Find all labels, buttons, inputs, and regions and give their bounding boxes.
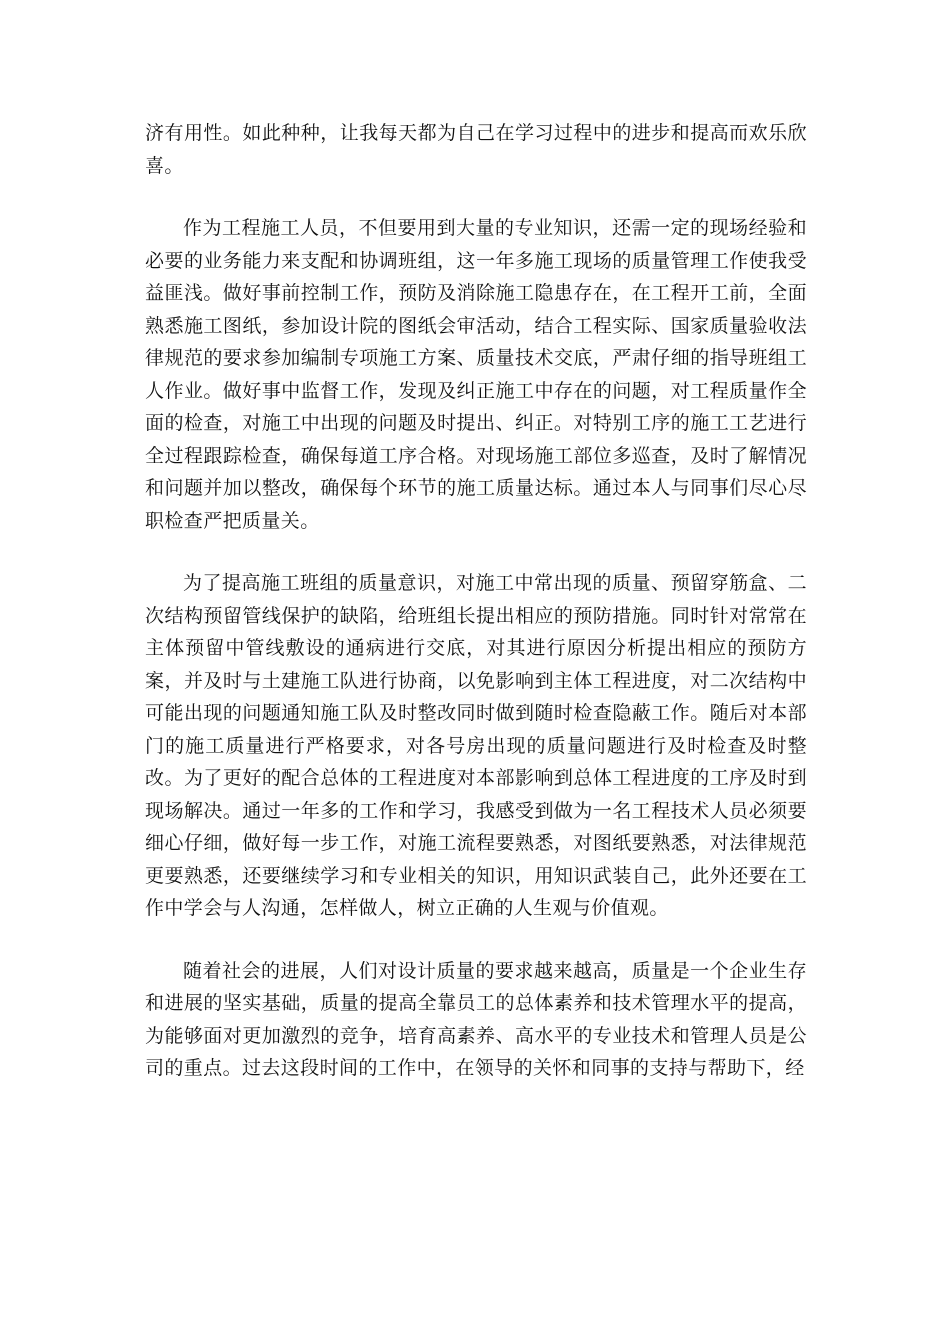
paragraph-1: 济有用性。如此种种，让我每天都为自己在学习过程中的进步和提高而欢乐欣喜。 [145,122,807,177]
paragraph-2: 作为工程施工人员，不但要用到大量的专业知识，还需一定的现场经验和必要的业务能力来支配和协调班组，这一年多施工现场的质量管理工作使我受益匪浅。做好事前控制工作，预防及消除施工隐患存在，在工程开工前，全面熟悉施工图纸，参加设计院的图纸会审活动，结合工程实际、国家质量验收法律规范的要求参加编制专项施工方案、质量技术交底，严肃仔细的指导班组工人作业。做好事中监督工作，发现及纠正施工中存在的问题，对工程质量作全面的检查，对施工中出现的问题及时提出、纠正。对特别工序的施工工艺进行全过程跟踪检查，确保每道工序合格。对现场施工部位多巡查，及时了解情况和问题并加以整改，确保每个环节的施工质量达标。通过本人与同事们尽心尽职检查严把质量关。 [145,217,807,532]
document-body [145,117,807,1085]
paragraph-4: 随着社会的进展，人们对设计质量的要求越来越高，质量是一个企业生存和进展的坚实基础，质量的提高全靠员工的总体素养和技术管理水平的提高，为能够面对更加激烈的竞争，培育高素养、高水平的专业技术和管理人员是公司的重点。过去这段时间的工作中，在领导的关怀和同事的支持与帮助下，经 [145,959,807,1079]
paragraph-3: 为了提高施工班组的质量意识，对施工中常出现的质量、预留穿筋盒、二次结构预留管线保护的缺陷，给班组长提出相应的预防措施。同时针对常常在主体预留中管线敷设的通病进行交底，对其进行原因分析提出相应的预防方案，并及时与土建施工队进行协商，以免影响到主体工程进度，对二次结构中可能出现的问题通知施工队及时整改同时做到随时检查隐蔽工作。随后对本部门的施工质量进行严格要求，对各号房出现的质量问题进行及时检查及时整改。为了更好的配合总体的工程进度对本部影响到总体工程进度的工序及时到现场解决。通过一年多的工作和学习，我感受到做为一名工程技术人员必须要细心仔细，做好每一步工作，对施工流程要熟悉，对图纸要熟悉，对法律规范更要熟悉，还要继续学习和专业相关的知识，用知识武装自己，此外还要在工作中学会与人沟通，怎样做人，树立正确的人生观与价值观。 [145,572,807,919]
